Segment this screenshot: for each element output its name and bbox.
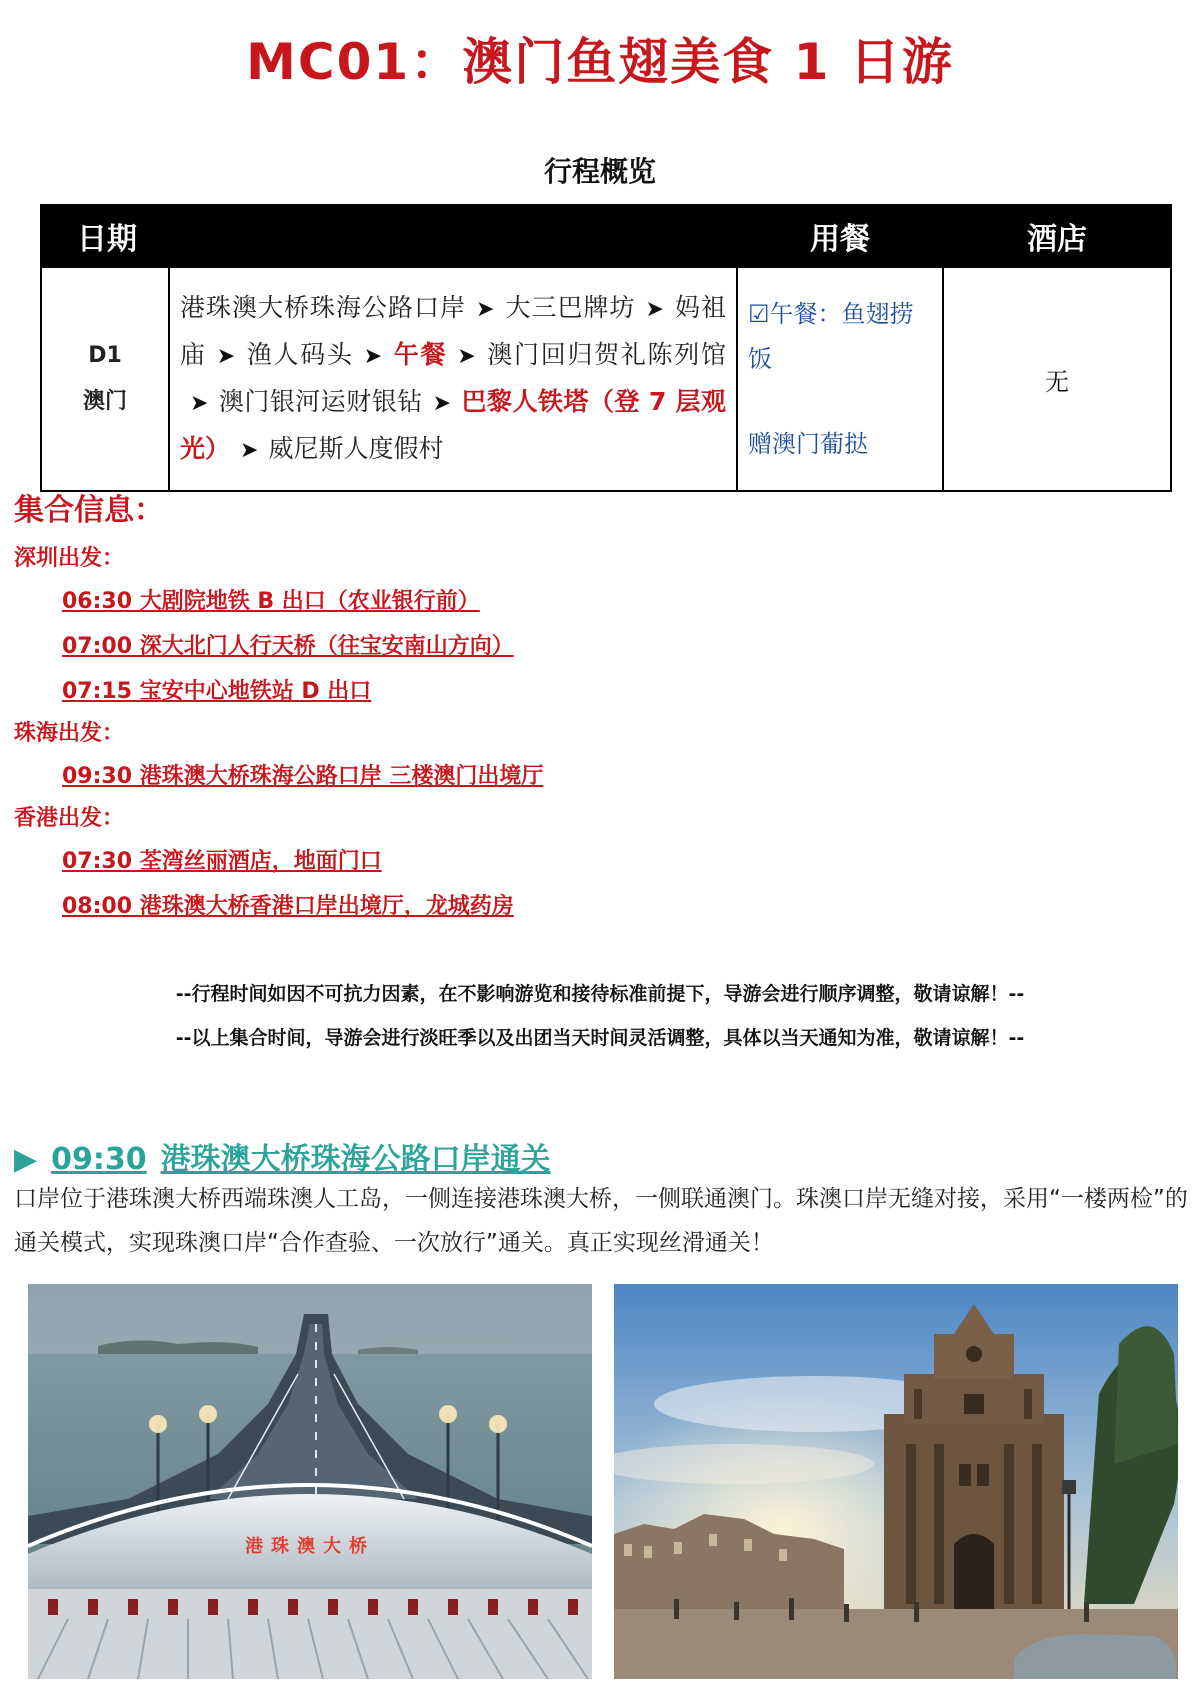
arrow-icon: ➤ [240,438,259,463]
meal-gift: 赠澳门葡挞 [748,429,868,458]
itinerary-table [40,204,1172,492]
section-heading [14,1134,551,1178]
meeting-point: 09:30 港珠澳大桥珠海公路口岸 三楼澳门出境厅 [62,764,544,789]
meeting-point: 08:00 港珠澳大桥香港口岸出境厅，龙城药房 [62,894,514,919]
meal-cell [737,267,943,491]
route-stop: 港珠澳大桥珠海公路口岸 [180,293,467,322]
city-label: 珠海出发： [14,721,125,746]
meeting-point: 07:00 深大北门人行天桥（往宝安南山方向） [62,634,514,659]
table-header-row [41,205,1171,267]
day-number: D1 [88,343,122,368]
city-label: 香港出发： [14,806,125,831]
overview-heading: 行程概览 [543,155,656,188]
arrow-icon: ➤ [363,344,383,369]
assembly-heading: 集合信息： [14,493,164,528]
meal-lunch: ☑午餐：鱼翅捞饭 [748,299,914,373]
note-line: --行程时间如因不可抗力因素，在不影响游览和接待标准前提下，导游会进行顺序调整，敬请谅解！-- [175,983,1025,1005]
group-hongkong [14,799,1184,929]
route-stop: 渔人码头 [245,340,354,369]
bridge-sign-text: 港珠澳大桥 [245,1536,375,1557]
route-stop: 午餐 [392,340,448,369]
ruins-of-st-pauls-photo [614,1284,1178,1679]
page-title: MC01：澳门鱼翅美食 1 日游 [246,33,954,91]
route-cell [169,267,737,491]
arrow-icon: ➤ [216,344,236,369]
notes [0,972,1200,1060]
route-stop: 澳门回归贺礼陈列馆 [485,340,726,369]
route-list [180,293,726,463]
route-stop: 大三巴牌坊 [504,293,636,322]
arrow-icon: ➤ [432,391,452,416]
header-meal: 用餐 [737,205,943,267]
arrow-icon: ➤ [645,297,664,322]
day-cell [41,267,169,491]
meeting-point: 06:30 大剧院地铁 B 出口（农业银行前） [62,589,480,614]
note-line: --以上集合时间，导游会进行淡旺季以及出团当天时间灵活调整，具体以当天通知为准，敬请谅解！-- [175,1027,1025,1049]
bridge-port-photo [28,1284,592,1679]
meeting-point: 07:15 宝安中心地铁站 D 出口 [62,679,372,704]
route-stop: 澳门银河运财银钻 [218,387,423,416]
arrow-icon: ➤ [457,344,476,369]
route-stop: 妈祖庙 [180,293,726,369]
section-time: 09:30 [51,1142,147,1177]
arrow-icon: ➤ [190,391,209,416]
table-row [41,267,1171,491]
section-title: 港珠澳大桥珠海公路口岸通关 [160,1142,551,1177]
header-hotel: 酒店 [943,205,1171,267]
route-stop: 威尼斯人度假村 [268,434,444,463]
city-label: 深圳出发： [14,546,125,571]
assembly-section [14,485,1184,929]
group-shenzhen [14,539,1184,714]
arrow-icon: ➤ [476,297,495,322]
meeting-point: 07:30 荃湾丝丽酒店，地面门口 [62,849,382,874]
day-place: 澳门 [82,389,127,414]
header-date: 日期 [41,205,737,267]
section-body: 口岸位于港珠澳大桥西端珠澳人工岛，一侧连接港珠澳大桥，一侧联通澳门。珠澳口岸无缝对接，采用“一楼两检”的通关模式，实现珠澳口岸“合作查验、一次放行”通关。真正实现丝滑通关！ [14,1186,1188,1256]
hotel-cell: 无 [943,267,1171,491]
group-zhuhai [14,714,1184,799]
route-stop: 巴黎人铁塔（登 7 层观光） [180,387,726,463]
play-triangle-icon: ▶ [14,1142,38,1177]
